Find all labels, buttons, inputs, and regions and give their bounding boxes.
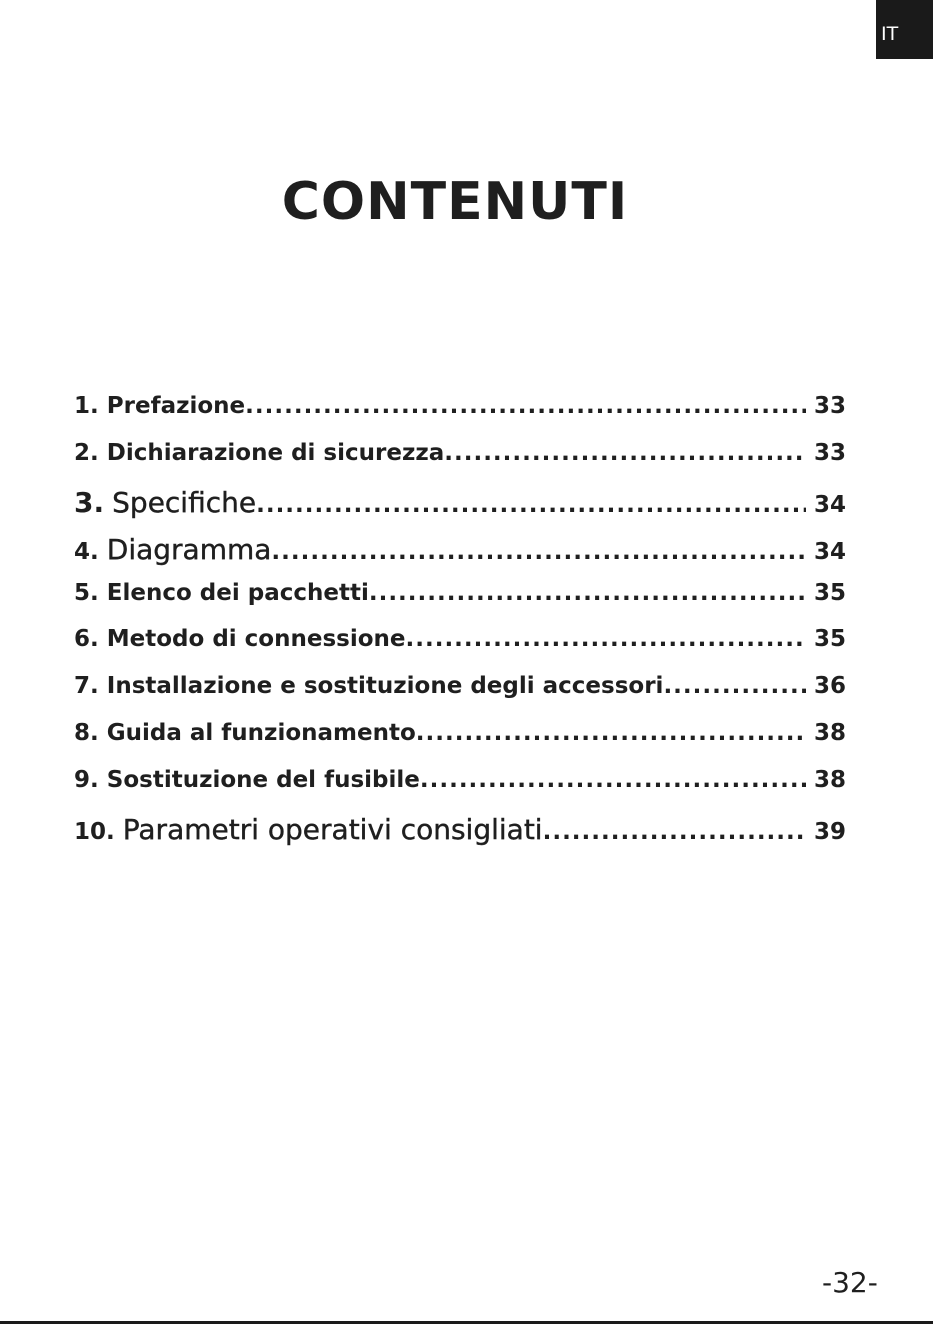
toc-entry-label bbox=[74, 486, 256, 519]
language-tab: IT bbox=[876, 0, 933, 59]
toc-page-number: 34 bbox=[813, 492, 846, 519]
page-number: -32- bbox=[822, 1266, 878, 1299]
toc-entry bbox=[74, 580, 846, 627]
toc-dot-leader bbox=[444, 440, 806, 466]
toc-entry bbox=[74, 486, 846, 533]
toc-page-number: 36 bbox=[813, 673, 846, 700]
toc-entry-number: 2. bbox=[74, 439, 99, 466]
toc-dot-leader bbox=[416, 720, 806, 746]
toc-entry bbox=[74, 720, 846, 767]
toc-entry-text: Parametri operativi consigliati bbox=[122, 813, 543, 847]
toc-entry-number: 5. bbox=[74, 579, 99, 606]
toc-entry-text: Guida al funzionamento bbox=[106, 719, 416, 746]
page-title: CONTENUTI bbox=[281, 172, 629, 232]
toc-entry-number: 10. bbox=[74, 819, 115, 846]
toc-entry bbox=[74, 533, 846, 580]
toc-entry-text: Elenco dei pacchetti bbox=[106, 579, 369, 606]
toc-entry-label bbox=[74, 626, 406, 652]
toc-entry-number: 3. bbox=[74, 486, 105, 520]
toc-entry-label bbox=[74, 440, 444, 466]
toc-page-number: 35 bbox=[813, 579, 846, 606]
toc-entry-label bbox=[74, 720, 416, 746]
toc-entry bbox=[74, 767, 846, 814]
toc-page-number: 38 bbox=[813, 766, 846, 793]
toc-dot-leader bbox=[369, 580, 806, 606]
toc-entry-text: Specifiche bbox=[112, 486, 257, 520]
toc-entry-text: Diagramma bbox=[106, 533, 272, 567]
toc-entry-label bbox=[74, 533, 271, 566]
toc-entry-text: Installazione e sostituzione degli accessori bbox=[106, 673, 664, 700]
toc-entry-text: Sostituzione del fusibile bbox=[106, 766, 420, 793]
toc-page-number: 33 bbox=[813, 439, 846, 466]
toc-entry-text: Prefazione bbox=[106, 393, 246, 419]
toc-dot-leader bbox=[420, 767, 806, 793]
toc-dot-leader bbox=[245, 393, 806, 419]
toc-entry-number: 9. bbox=[74, 766, 99, 793]
toc-dot-leader bbox=[271, 539, 806, 565]
toc-entry-number: 8. bbox=[74, 719, 99, 746]
toc-entry bbox=[74, 440, 846, 487]
toc-entry-text: Metodo di connessione bbox=[106, 626, 406, 653]
toc-entry-number: 1. bbox=[74, 393, 99, 419]
toc-page-number: 35 bbox=[813, 626, 846, 653]
toc-entry-label bbox=[74, 813, 543, 846]
toc-entry bbox=[74, 673, 846, 720]
toc-entry bbox=[74, 393, 846, 440]
toc-dot-leader bbox=[406, 626, 807, 652]
toc-entry-number: 6. bbox=[74, 626, 99, 653]
toc-page-number: 34 bbox=[813, 539, 846, 566]
toc-page-number: 39 bbox=[813, 819, 846, 846]
toc-page-number: 33 bbox=[813, 393, 846, 419]
toc-dot-leader bbox=[543, 819, 806, 845]
toc-page-number: 38 bbox=[813, 719, 846, 746]
toc-dot-leader bbox=[256, 492, 806, 518]
toc-entry-number: 4. bbox=[74, 539, 99, 566]
toc-entry-number: 7. bbox=[74, 673, 99, 700]
toc-dot-leader bbox=[663, 673, 806, 699]
toc-entry bbox=[74, 813, 846, 860]
table-of-contents bbox=[74, 393, 846, 860]
toc-entry-label bbox=[74, 767, 420, 793]
toc-entry-text: Dichiarazione di sicurezza bbox=[106, 439, 445, 466]
toc-entry-label bbox=[74, 673, 663, 699]
toc-entry-label bbox=[74, 580, 369, 606]
toc-entry-label bbox=[74, 393, 245, 419]
toc-entry bbox=[74, 626, 846, 673]
